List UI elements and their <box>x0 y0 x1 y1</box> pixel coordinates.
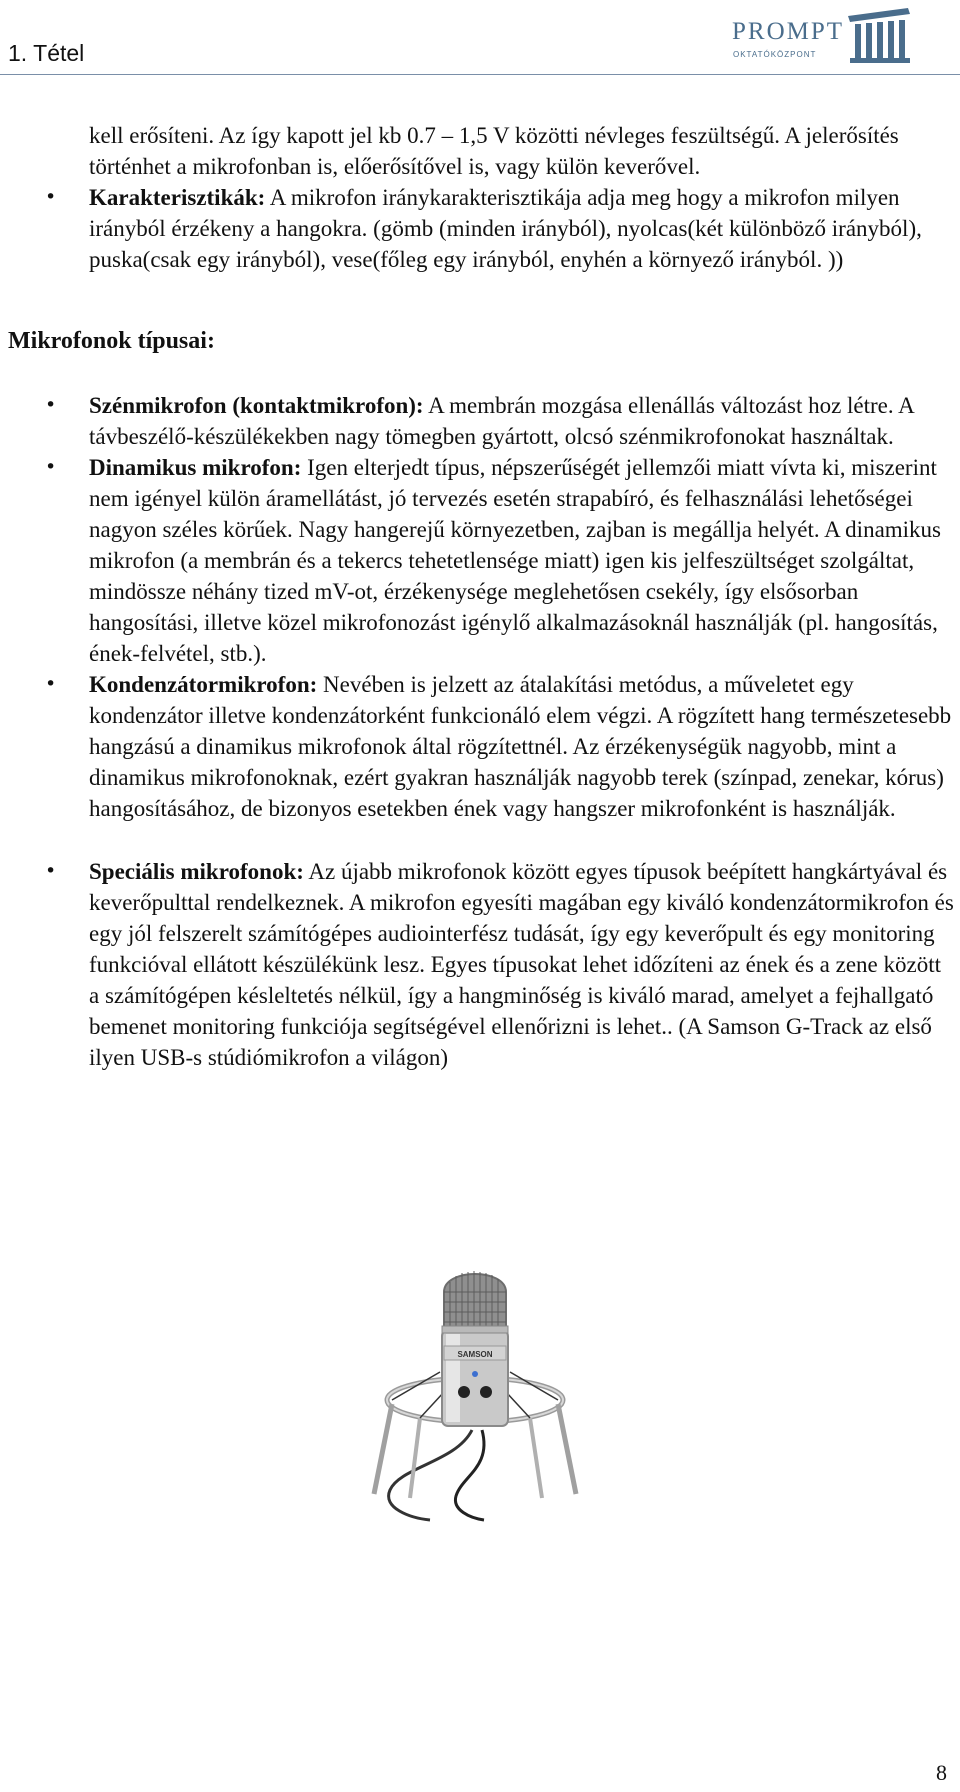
microphone-image <box>360 1262 590 1532</box>
list-item-dinamikus <box>0 452 960 669</box>
item-label: Kondenzátormikrofon: <box>89 672 318 697</box>
logo-word: PROMPT <box>732 18 845 45</box>
item-text: Igen elterjedt típus, népszerűségét jellemzői miatt vívta ki, miszerint nem igényel külön áramellátást, jó tervezés esetén strapabíró, és felhasználási lehetőségei nagyon széles körűek. Nagy hangerejű környezetben, zajban is megállja helyét. A dinamikus mikrofon (a membrán és a tekercs tehetetlensége miatt) igen kis jelfeszültséget szolgáltat, mindössze néhány tized mV-ot, érzékenysége meglehetősen csekély, így elsősorban hangosítási, illetve közel mikrofonozást igénylő alkalmazásoknál használják (pl. hangosítás, ének-felvétel, stb.). <box>89 455 942 666</box>
item-text: A membrán mozgása ellenállás változást hoz létre. A távbeszélő-készülékekben nagy tömegben gyártott, olcsó szénmikrofonokat használtak. <box>89 393 914 449</box>
intro-paragraph: kell erősíteni. Az így kapott jel kb 0.7 – 1,5 V közötti névleges feszültségű. A jelerősítés történhet a mikrofonban is, előerősítővel is, vagy külön keverővel. <box>89 123 899 179</box>
document-body <box>0 120 960 1073</box>
item-label: Szénmikrofon (kontaktmikrofon): <box>89 393 424 418</box>
logo-subtitle: OKTATÓKÖZPONT <box>733 50 817 59</box>
item-text: Nevében is jelzett az átalakítási metódus, a műveletet egy kondenzátor illetve kondenzátorként funkcionáló elem végzi. A rögzített hang természetesebb hangzású a dinamikus mikrofonok által rögzítettnél. Az érzékenységük nagyobb, mint a dinamikus mikrofonoknak, ezért gyakran használják nagyobb terek (színpad, zenekar, kórus) hangosításához, de bizonyos esetekben ének vagy hangszer mikrofonként is használják. <box>89 672 952 821</box>
list-item-kondenzator <box>0 669 960 824</box>
item-label: Dinamikus mikrofon: <box>89 455 302 480</box>
item-label: Speciális mikrofonok: <box>89 859 304 884</box>
list-item-specialis <box>0 856 960 1073</box>
mic-brand-label: SAMSON <box>457 1350 493 1359</box>
page-header <box>0 0 960 75</box>
item-text: Az újabb mikrofonok között egyes típusok beépített hangkártyával és keverőpulttal rendelkeznek. A mikrofon egyesíti magában egy kiváló kondenzátormikrofon és egy jól felszerelt számítógépes audiointerfész tudását, így egy keverőpult és egy monitoring funkcióval ellátott készülékünk lesz. Egyes típusokat lehet időzíteni az ének és a zene között a számítógépen késleltetés nélkül, így a hangminőség is kiváló marad, amelyet a fejhallgató bemenet monitoring funkciója segítségével ellenőrizni is lehet.. (A Samson G-Track az első ilyen USB-s stúdiómikrofon a világon) <box>89 859 954 1070</box>
column-building-icon <box>846 4 912 66</box>
item-text: A mikrofon iránykarakterisztikája adja meg hogy a mikrofon milyen irányból érzékeny a hangokra. (gömb (minden irányból), nyolcas(két különböző irányból), puska(csak egy irányból), vese(főleg egy irányból, enyhén a környező irányból. )) <box>89 185 922 272</box>
list-item-karakterisztikak <box>0 182 960 275</box>
header-title: 1. Tétel <box>8 40 85 66</box>
item-label: Karakterisztikák: <box>89 185 266 210</box>
prompt-logo <box>728 4 920 66</box>
section-heading: Mikrofonok típusai: <box>8 328 215 354</box>
list-item-szenmikrofon <box>0 390 960 452</box>
studio-microphone-icon <box>360 1262 590 1532</box>
page-number: 8 <box>936 1760 947 1785</box>
